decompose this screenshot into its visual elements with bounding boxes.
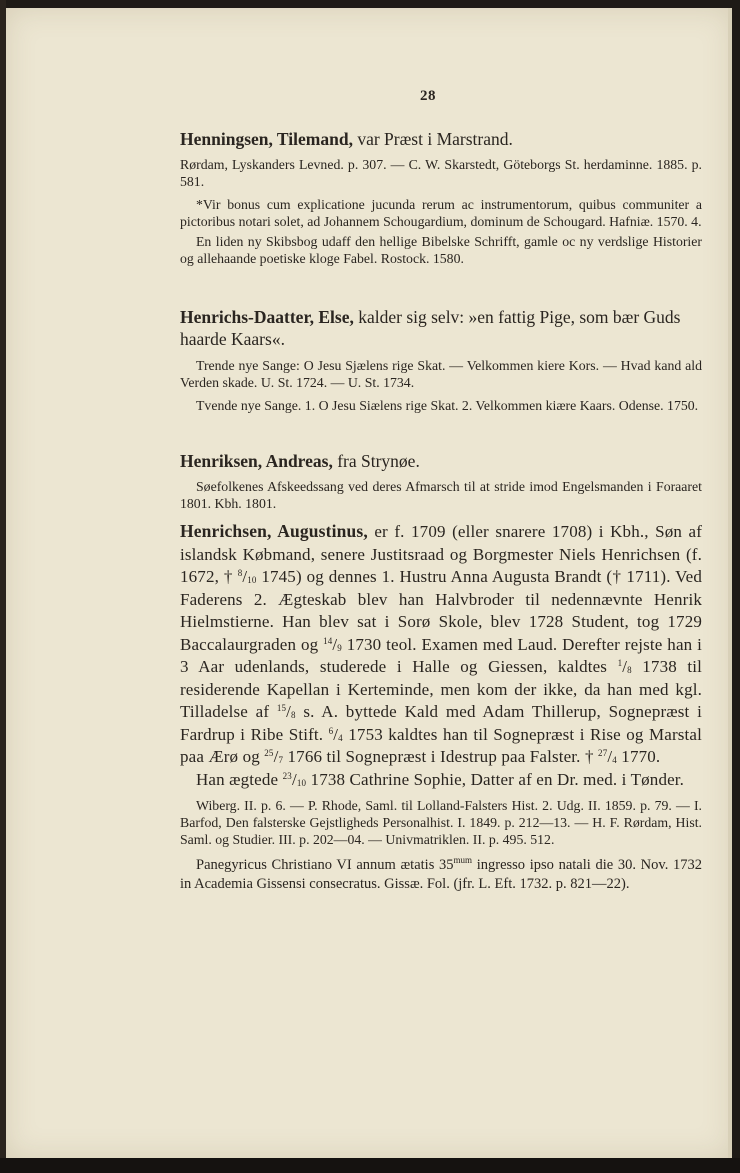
entry-biography xyxy=(180,520,702,769)
entry-work: *Vir bonus cum explicatione jucunda rerum ac instrumentorum, quibus communiter a pictoribus notari solet, ad Johannem Schougardium, dominum de Schougard. Hafniæ. 1570. 4. xyxy=(180,197,702,229)
date-fraction: $^6/_4$ xyxy=(328,724,343,744)
superscript: mum xyxy=(453,855,473,865)
entry-work: Søefolkenes Afskeedssang ved deres Afmarsch til at stride imod Engelsmanden i Foraaret 1801. Kbh. 1801. xyxy=(180,479,702,511)
bio-text: er f. 1709 (eller snarere 1708) i Kbh., Søn af islandsk Købmand, senere Justitsraad og Borgmester Niels Henrichsen (f. 1672, † xyxy=(180,522,703,586)
entry-name: Henriksen, Andreas, xyxy=(180,451,333,471)
bio-text: 1730 teol. Examen med Laud. Derefter rejste han i 3 Aar udenlands, studerede i Halle og Giessen, kaldtes xyxy=(180,634,702,676)
bio-text: 1745) og dennes 1. Hustru Anna Augusta Brandt († 1711). Ved Faderens 2. Ægteskab blev han Halvbroder til nedennævnte Henrik Hielmstierne. Han blev sat i Sorø Skole, blev 1728 Student, tog 1729 Baccalaurgraden og xyxy=(180,567,703,654)
entry-references: Rørdam, Lyskanders Levned. p. 307. — C. W. Skarstedt, Göteborgs St. herdaminne. 1885. p. 581. xyxy=(180,157,702,189)
date-fraction: $^8/_{10}$ xyxy=(237,567,257,586)
date-fraction: $^1/_8$ xyxy=(617,657,632,676)
entry-marriage xyxy=(180,769,702,792)
entry-work: Trende nye Sange: O Jesu Sjælens rige Skat. — Velkommen kiere Kors. — Hvad kand ald Verden skade. U. St. 1724. — U. St. 1734. xyxy=(180,358,702,390)
entry-references: Wiberg. II. p. 6. — P. Rhode, Saml. til Lolland-Falsters Hist. 2. Udg. II. 1859. p. 79. — I. Barfod, Den falsterske Gejstligheds Personalhist. I. 1849. p. 212—13. — H. F. Rørdam, Hist. Saml. og Studier. III. p. 202—04. — Univmatriklen. II. p. 495. 512. xyxy=(180,798,702,847)
entry-heading xyxy=(180,128,702,150)
entry-description: kalder sig selv: »en fattig Pige, som bær Guds haarde Kaars«. xyxy=(180,307,681,349)
page-number: 28 xyxy=(420,88,436,104)
date-fraction: $^{25}/_7$ xyxy=(264,747,284,766)
date-fraction: $^{14}/_9$ xyxy=(323,634,342,654)
entry-work: En liden ny Skibsbog udaff den hellige Bibelske Schrifft, gamle oc ny verdslige Historier og allehaande poetiske kloge Fabel. Rostock. 1580. xyxy=(180,234,702,266)
entry-name: Henrichsen, Augustinus, xyxy=(180,521,368,541)
bio-text: 1738 til residerende Kapellan i Kerteminde, men kom der ikke, da han med kgl. Tilladelse af xyxy=(180,657,702,721)
bio-text: s. A. byttede Kald med Adam Thillerup, Sognepræst i Fardrup i Ribe Stift. xyxy=(180,702,702,744)
entry-henrichsen xyxy=(180,520,702,894)
entry-heading xyxy=(180,450,702,472)
entry-work: Tvende nye Sange. 1. O Jesu Siælens rige Skat. 2. Velkommen kiære Kaars. Odense. 1750. xyxy=(196,398,699,413)
date-fraction: $^{23}/_{10}$ xyxy=(282,769,307,789)
entry-description: fra Strynøe. xyxy=(332,451,420,471)
scan-bottom-edge xyxy=(0,1158,740,1173)
marriage-text: 1738 Cathrine Sophie, Datter af en Dr. med. i Tønder. xyxy=(306,769,685,789)
bio-text: 1753 kaldtes han til Sognepræst i Rise og Marstal paa Ærø og xyxy=(180,724,702,766)
bio-text: 1766 til Sognepræst i Idestrup paa Falster. † xyxy=(283,747,599,766)
date-fraction: $^{15}/_8$ xyxy=(276,702,296,721)
work-text: Panegyricus Christiano VI annum ætatis 35 xyxy=(196,857,454,873)
marriage-text: Han ægtede xyxy=(196,769,283,789)
entry-name: Henrichs-Daatter, Else, xyxy=(180,307,354,327)
entry-henrichs-daatter xyxy=(180,306,702,414)
entry-henriksen xyxy=(180,450,702,512)
work-text: ingresso ipso natali die 30. Nov. 1732 in Academia Gissensi consecratus. Gissæ. Fol. (jfr. L. Eft. 1732. p. 821—22). xyxy=(180,857,703,892)
entry-name: Henningsen, Tilemand, xyxy=(180,129,353,149)
entry-description: var Præst i Marstrand. xyxy=(352,129,513,149)
entry-henningsen xyxy=(180,128,702,267)
page-edge xyxy=(728,8,732,1158)
entry-work xyxy=(180,856,702,894)
date-fraction: $^{27}/_4$ xyxy=(598,747,617,766)
entry-heading xyxy=(180,306,702,350)
bio-text: 1770. xyxy=(616,747,661,766)
